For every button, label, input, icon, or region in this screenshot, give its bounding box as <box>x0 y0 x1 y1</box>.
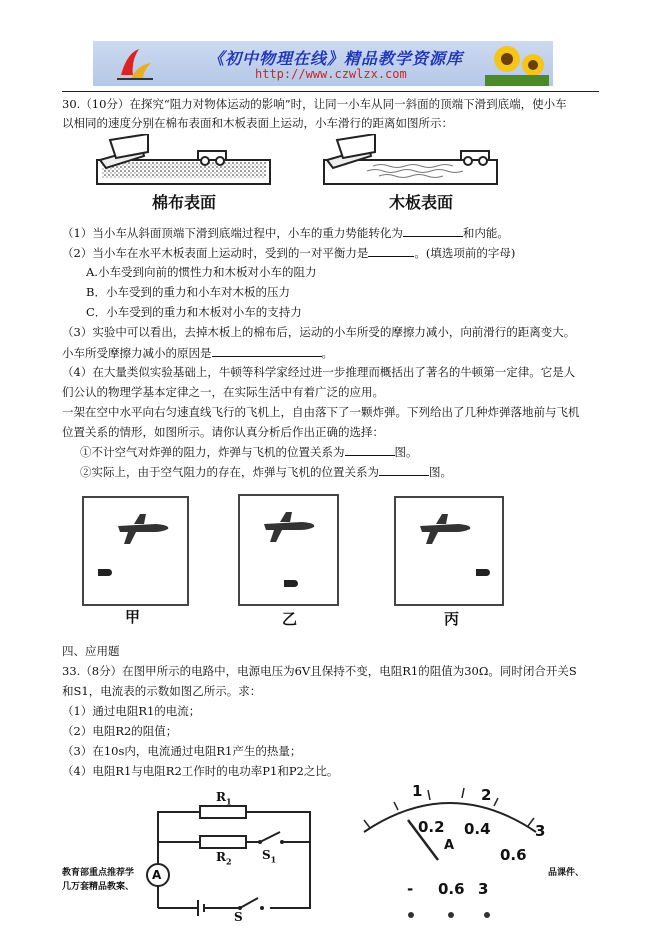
section-heading: 四、应用题 <box>62 644 120 658</box>
scale-minor-0-4: 0.4 <box>464 820 491 838</box>
panel-bing <box>394 496 504 606</box>
q30-option-a: A.小车受到向前的惯性力和木板对小车的阻力 <box>86 265 317 279</box>
header-rule <box>62 91 599 92</box>
airplane-icon <box>116 512 172 548</box>
scale-major-3: 3 <box>535 822 546 840</box>
q30-part3-line1: （3）实验中可以看出，去掉木板上的棉布后，运动的小车所受的摩擦力减小，向前滑行的距离变大。 <box>62 325 576 339</box>
terminal-dot <box>408 912 414 918</box>
q30-intro-line1: 30.（10分）在探究“阻力对物体运动的影响”时，让同一小车从同一斜面的顶端下滑到底端，使小车 <box>62 97 567 111</box>
r2-label: $R_2$ <box>216 850 232 867</box>
q33-item4: （4）电阻R1与电阻R2工作时的电功率P1和P2之比。 <box>62 764 339 778</box>
s1-label: $S_1$ <box>262 848 277 865</box>
sunflower-icon <box>485 41 549 86</box>
q30-option-b: B．小车受到的重力和小车对木板的压力 <box>86 285 290 299</box>
cotton-surface-figure <box>96 134 272 188</box>
bomb-icon <box>284 580 298 587</box>
footer-note-2: 几万套精品教案、 <box>62 882 135 892</box>
scale-major-2: 2 <box>481 786 492 804</box>
q33-item1: （1）通过电阻R1的电流； <box>62 704 201 718</box>
q30-part2: （2）当小车在水平木板表面上运动时，受到的一对平衡力是 。(填选项前的字母) <box>62 246 516 260</box>
wood-surface-figure <box>323 134 499 188</box>
q30-part4-line1: （4）在大量类似实验基础上，牛顿等科学家经过进一步推理而概括出了著名的牛顿第一定律。它是人 <box>62 365 576 379</box>
q33-line1: 33.（8分）在图甲所示的电路中，电源电压为6V且保持不变，电阻R1的阻值为30Ω。同时闭合开关S <box>62 664 577 678</box>
panel-jia-label: 甲 <box>125 608 141 626</box>
wood-surface-label: 木板表面 <box>389 193 454 212</box>
panel-yi <box>238 494 339 606</box>
bomb-icon <box>476 569 490 576</box>
terminal-dot <box>448 912 454 918</box>
banner-url: http://www.czwlzx.com <box>255 67 407 81</box>
q30-part1: （1）当小车从斜面顶端下滑到底端过程中，小车的重力势能转化为 和内能。 <box>62 226 509 240</box>
scale-minor-0-6: 0.6 <box>500 846 527 864</box>
header-banner <box>93 41 553 86</box>
q30-subq1: ①不计空气对炸弹的阻力，炸弹与飞机的位置关系为 图。 <box>80 445 418 459</box>
terminal-0-6: 0.6 <box>438 880 465 898</box>
q30-part4-line2: 们公认的物理学基本定律之一，在实际生活中有着广泛的应用。 <box>62 385 384 399</box>
panel-yi-label: 乙 <box>282 610 298 628</box>
panel-jia <box>82 496 189 606</box>
q30-part4-line3: 一架在空中水平向右匀速直线飞行的飞机上，自由落下了一颗炸弹。下列给出了几种炸弹落地前与飞机 <box>62 405 580 419</box>
panel-bing-label: 丙 <box>444 610 460 628</box>
q33-line2: 和S1，电流表的示数如图乙所示。求： <box>62 684 262 698</box>
q30-intro-line2: 以相同的速度分别在棉布表面和木板表面上运动，小车滑行的距离如图所示： <box>62 116 453 130</box>
side-note: 品课件、 <box>548 868 585 878</box>
scale-minor-0-2: 0.2 <box>418 818 445 836</box>
logo-icon <box>115 45 155 83</box>
bomb-icon <box>98 569 112 576</box>
s-label: S <box>234 910 243 924</box>
ammeter-symbol: A <box>152 868 162 882</box>
meter-unit: A <box>444 838 455 853</box>
terminal-negative: - <box>407 880 414 898</box>
airplane-icon <box>418 512 474 548</box>
q30-part3-line2: 小车所受摩擦力减小的原因是 。 <box>62 346 333 360</box>
airplane-icon <box>262 510 318 546</box>
q33-item2: （2）电阻R2的阻值； <box>62 724 178 738</box>
footer-note-1: 教育部重点推荐学 <box>62 868 135 878</box>
scale-major-1: 1 <box>412 782 423 800</box>
r1-label: $R_1$ <box>216 790 232 807</box>
q30-part4-line4: 位置关系的情形，如图所示。请你认真分析后作出正确的选择： <box>62 425 384 439</box>
banner-title: 《初中物理在线》精品教学资源库 <box>208 49 464 68</box>
q30-subq2: ②实际上，由于空气阻力的存在，炸弹与飞机的位置关系为 图。 <box>80 465 452 479</box>
terminal-dot <box>484 912 490 918</box>
terminal-3: 3 <box>478 880 489 898</box>
cotton-surface-label: 棉布表面 <box>152 193 217 212</box>
q30-option-c: C．小车受到的重力和木板对小车的支持力 <box>86 305 302 319</box>
q33-item3: （3）在10s内，电流通过电阻R1产生的热量； <box>62 744 302 758</box>
